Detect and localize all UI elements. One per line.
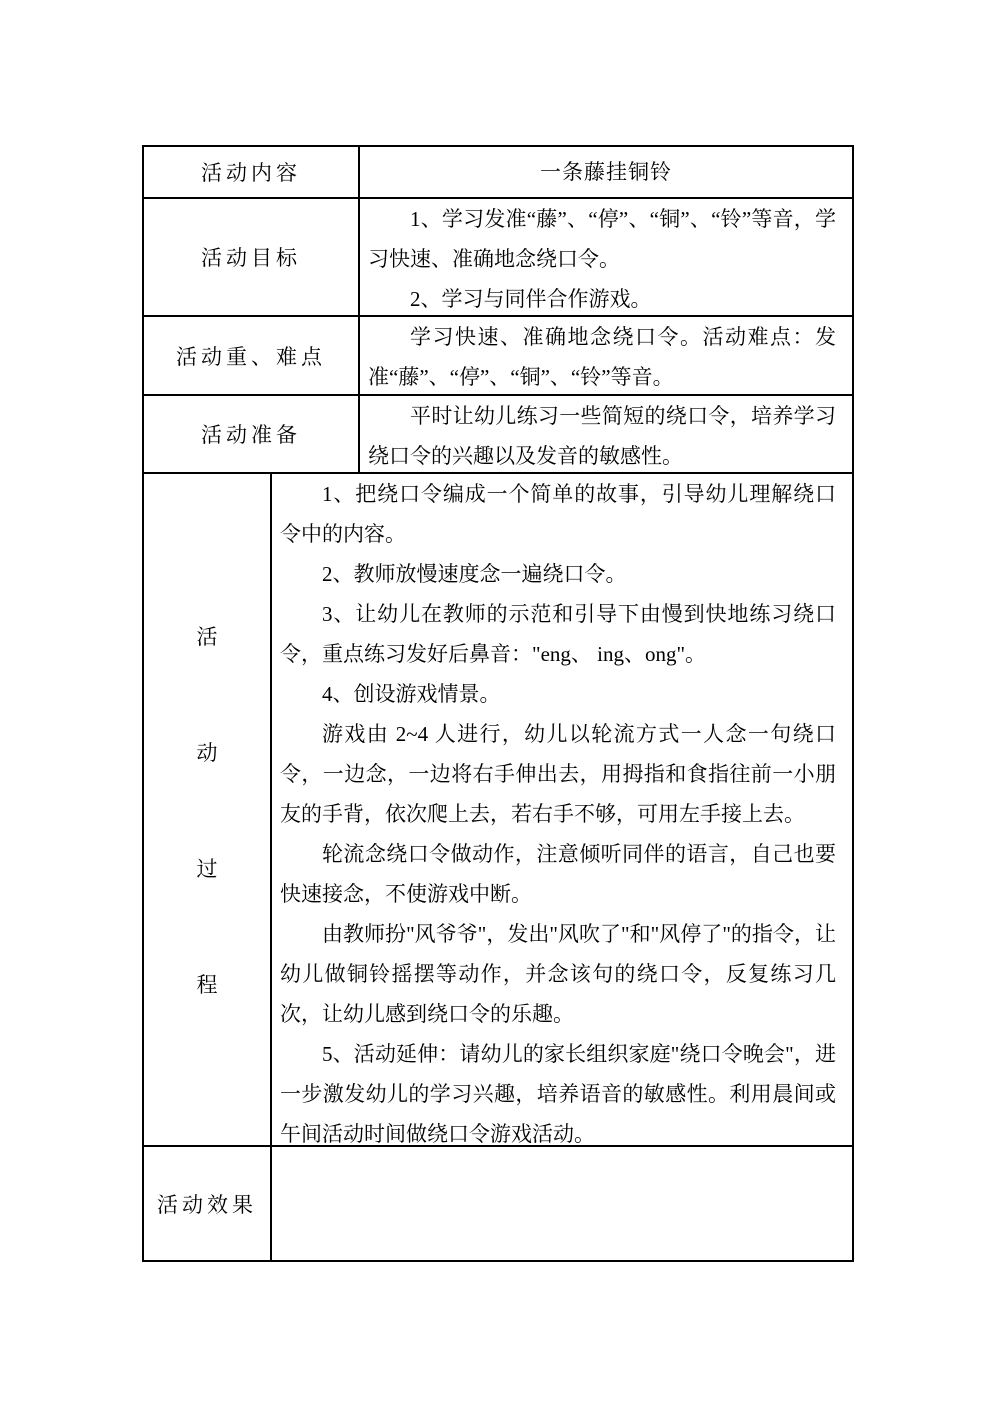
- process-paragraph: 由教师扮"风爷爷"，发出"风吹了"和"风停了"的指令，让幼儿做铜铃摇摆等动作，并念该句的绕口令，反复练习几次，让幼儿感到绕口令的乐趣。: [280, 922, 836, 1026]
- row-label-activity-goals: 活动目标: [144, 199, 360, 315]
- table-row-activity-process: [144, 472, 852, 1145]
- process-paragraph: 2、教师放慢速度念一遍绕口令。: [322, 562, 627, 586]
- activity-key-points-text: [360, 317, 852, 394]
- vertical-label-char: 动: [196, 740, 218, 765]
- activity-process-text: [272, 474, 852, 1145]
- goal-paragraph: 1、学习发准“藤”、“停”、“铜”、“铃”等音，学习快速、准确地念绕口令。: [368, 207, 836, 271]
- vertical-label-char: 活: [196, 624, 218, 649]
- table-row-activity-goals: [144, 197, 852, 315]
- activity-plan-table: [142, 145, 854, 1262]
- table-row-activity-preparation: [144, 394, 852, 472]
- row-label-activity-result: 活动效果: [144, 1147, 272, 1260]
- activity-preparation-text: [360, 396, 852, 472]
- preparation-paragraph: 平时让幼儿练习一些简短的绕口令，培养学习绕口令的兴趣以及发音的敏感性。: [368, 404, 836, 468]
- process-paragraph: 1、把绕口令编成一个简单的故事，引导幼儿理解绕口令中的内容。: [280, 482, 836, 546]
- table-row-activity-result: [144, 1145, 852, 1260]
- vertical-label-char: 程: [196, 972, 218, 997]
- process-paragraph: 4、创设游戏情景。: [322, 682, 501, 706]
- key-points-paragraph: 学习快速、准确地念绕口令。活动难点：发准“藤”、“停”、“铜”、“铃”等音。: [368, 325, 836, 389]
- process-paragraph: 3、让幼儿在教师的示范和引导下由慢到快地练习绕口令，重点练习发好后鼻音："eng、 ing、ong"。: [280, 602, 836, 666]
- vertical-label-char: 过: [196, 856, 218, 881]
- row-label-activity-preparation: 活动准备: [144, 396, 360, 472]
- activity-result-empty-cell: [272, 1147, 852, 1260]
- row-label-activity-process: [144, 474, 272, 1145]
- process-paragraph: 5、活动延伸：请幼儿的家长组织家庭"绕口令晚会"，进一步激发幼儿的学习兴趣，培养语音的敏感性。利用晨间或午间活动时间做绕口令游戏活动。: [280, 1042, 836, 1145]
- process-paragraph: 轮流念绕口令做动作，注意倾听同伴的语言，自己也要快速接念，不使游戏中断。: [280, 842, 836, 906]
- process-paragraph: 游戏由 2~4 人进行，幼儿以轮流方式一人念一句绕口令，一边念，一边将右手伸出去，用拇指和食指往前一小朋友的手背，依次爬上去，若右手不够，可用左手接上去。: [280, 722, 836, 826]
- goal-paragraph: 2、学习与同伴合作游戏。: [410, 287, 652, 311]
- activity-title: 一条藤挂铜铃: [540, 160, 672, 184]
- table-row-activity-key-points: [144, 315, 852, 394]
- row-label-activity-content: 活动内容: [144, 147, 360, 197]
- table-row-activity-content: [144, 147, 852, 197]
- row-label-activity-key-points: 活动重、难点: [144, 317, 360, 394]
- activity-goals-text: [360, 199, 852, 315]
